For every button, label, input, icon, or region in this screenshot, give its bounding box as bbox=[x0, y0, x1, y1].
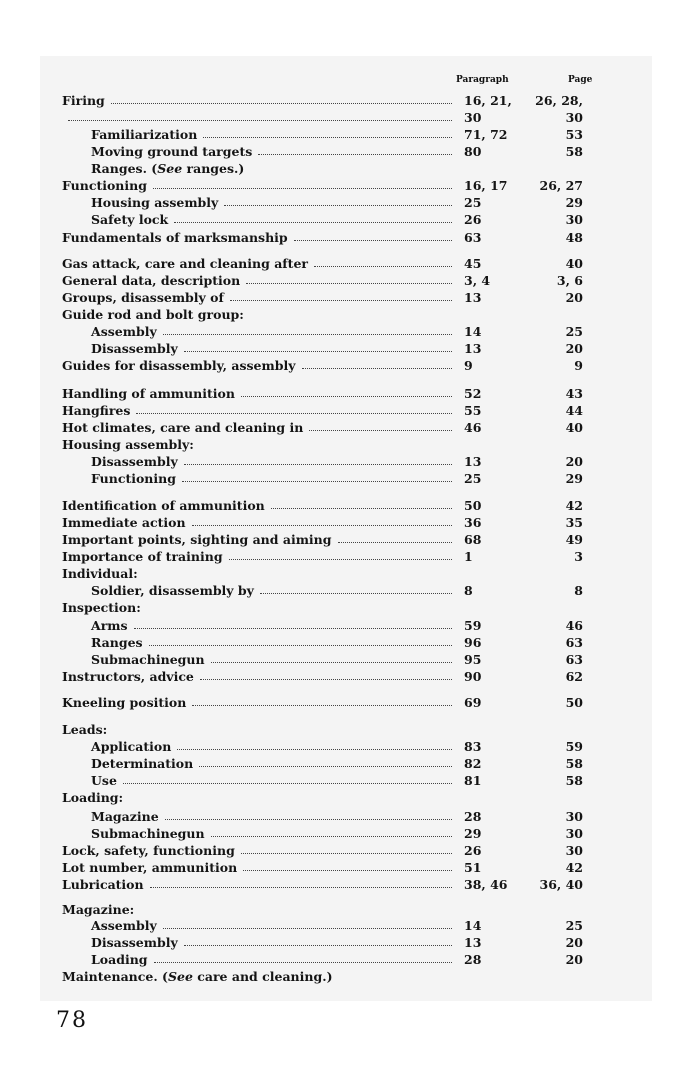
entry-label: Kneeling position bbox=[62, 695, 187, 710]
dot-leader bbox=[134, 628, 452, 629]
entry-label: Assembly bbox=[91, 324, 157, 339]
entry-label: Familiarization bbox=[91, 127, 198, 142]
paragraph-ref: 28 bbox=[464, 952, 482, 967]
dot-leader bbox=[309, 430, 452, 431]
page-ref: 30 bbox=[565, 212, 583, 227]
entry-label: Gas attack, care and cleaning after bbox=[62, 256, 308, 271]
index-entry bbox=[0, 738, 677, 755]
index-entry bbox=[0, 177, 677, 194]
paragraph-ref: 83 bbox=[464, 739, 482, 754]
paragraph-ref: 29 bbox=[464, 826, 482, 841]
entry-label: Identification of ammunition bbox=[62, 498, 265, 513]
index-entry bbox=[0, 497, 677, 514]
index-entry bbox=[0, 323, 677, 340]
dot-leader bbox=[182, 481, 452, 482]
page-ref: 59 bbox=[565, 739, 583, 754]
dot-leader bbox=[163, 334, 452, 335]
index-entry bbox=[0, 340, 677, 357]
paragraph-ref: 36 bbox=[464, 515, 482, 530]
paragraph-ref: 14 bbox=[464, 324, 482, 339]
page-ref: 3 bbox=[574, 549, 583, 564]
entry-label: Lock, safety, functioning bbox=[62, 843, 235, 858]
entry-label: Safety lock bbox=[91, 212, 169, 227]
entry-label: Groups, disassembly of bbox=[62, 290, 224, 305]
page-ref: 25 bbox=[565, 918, 583, 933]
entry-label: Ranges bbox=[91, 635, 143, 650]
page-ref: 62 bbox=[565, 669, 583, 684]
index-entry bbox=[0, 229, 677, 246]
paragraph-ref: 50 bbox=[464, 498, 482, 513]
page-ref: 40 bbox=[565, 256, 583, 271]
entry-label: Firing bbox=[62, 93, 105, 108]
index-entry bbox=[0, 211, 677, 228]
entry-label: Magazine bbox=[91, 809, 159, 824]
paragraph-ref: 68 bbox=[464, 532, 482, 547]
index-entry bbox=[0, 419, 677, 436]
entry-label: Functioning bbox=[91, 471, 176, 486]
index-entry bbox=[0, 582, 677, 599]
index-entry bbox=[0, 436, 677, 453]
page-ref: 63 bbox=[565, 635, 583, 650]
index-entry bbox=[0, 194, 677, 211]
index-entry bbox=[0, 109, 677, 126]
paragraph-ref: 26 bbox=[464, 212, 482, 227]
page-ref: 58 bbox=[565, 756, 583, 771]
entry-label: Handling of ammunition bbox=[62, 386, 235, 401]
dot-leader bbox=[200, 679, 452, 680]
index-entry bbox=[0, 951, 677, 968]
index-entry bbox=[0, 772, 677, 789]
entry-label: Arms bbox=[91, 618, 128, 633]
index-entry bbox=[0, 357, 677, 374]
index-entry bbox=[0, 255, 677, 272]
paragraph-ref: 3, 4 bbox=[464, 273, 491, 288]
entry-label: Loading: bbox=[62, 790, 124, 805]
paragraph-ref: 71, 72 bbox=[464, 127, 508, 142]
page-ref: 26, 27 bbox=[539, 178, 583, 193]
entry-label: Guide rod and bolt group: bbox=[62, 307, 244, 322]
entry-label: Submachinegun bbox=[91, 826, 205, 841]
page-ref: 58 bbox=[565, 773, 583, 788]
page-ref: 8 bbox=[574, 583, 583, 598]
dot-leader bbox=[184, 945, 452, 946]
paragraph-ref: 30 bbox=[464, 110, 482, 125]
dot-leader bbox=[192, 705, 452, 706]
index-entry bbox=[0, 143, 677, 160]
dot-leader bbox=[246, 283, 452, 284]
page-ref: 29 bbox=[565, 195, 583, 210]
dot-leader bbox=[154, 962, 452, 963]
dot-leader bbox=[123, 783, 452, 784]
page-ref: 20 bbox=[565, 935, 583, 950]
dot-leader bbox=[243, 870, 452, 871]
entry-label: Housing assembly bbox=[91, 195, 219, 210]
page-ref: 40 bbox=[565, 420, 583, 435]
paragraph-ref: 46 bbox=[464, 420, 482, 435]
paragraph-column-header: Paragraph bbox=[456, 75, 509, 85]
entry-label: General data, description bbox=[62, 273, 241, 288]
dot-leader bbox=[241, 396, 452, 397]
dot-leader bbox=[294, 240, 452, 241]
dot-leader bbox=[111, 103, 452, 104]
paragraph-ref: 63 bbox=[464, 230, 482, 245]
page-ref: 30 bbox=[565, 110, 583, 125]
dot-leader bbox=[199, 766, 452, 767]
entry-label: Immediate action bbox=[62, 515, 186, 530]
entry-label: Lubrication bbox=[62, 877, 144, 892]
page-ref: 53 bbox=[565, 127, 583, 142]
dot-leader bbox=[174, 222, 452, 223]
entry-label: Important points, sighting and aiming bbox=[62, 532, 332, 547]
page-ref: 20 bbox=[565, 290, 583, 305]
entry-label: Importance of training bbox=[62, 549, 223, 564]
index-entry bbox=[0, 876, 677, 893]
page-ref: 50 bbox=[565, 695, 583, 710]
dot-leader bbox=[177, 749, 452, 750]
entry-label: Hangfires bbox=[62, 403, 131, 418]
page-ref: 9 bbox=[574, 358, 583, 373]
dot-leader bbox=[153, 188, 452, 189]
page-ref: 3, 6 bbox=[556, 273, 583, 288]
dot-leader bbox=[68, 120, 452, 121]
dot-leader bbox=[203, 137, 452, 138]
paragraph-ref: 52 bbox=[464, 386, 482, 401]
dot-leader bbox=[165, 819, 452, 820]
index-entry bbox=[0, 934, 677, 951]
entry-label: Use bbox=[91, 773, 117, 788]
entry-label: Functioning bbox=[62, 178, 147, 193]
index-entry bbox=[0, 917, 677, 934]
paragraph-ref: 13 bbox=[464, 935, 482, 950]
entry-label: Soldier, disassembly by bbox=[91, 583, 254, 598]
paragraph-ref: 38, 46 bbox=[464, 877, 508, 892]
page-ref: 43 bbox=[565, 386, 583, 401]
paragraph-ref: 16, 17 bbox=[464, 178, 508, 193]
page-ref: 20 bbox=[565, 454, 583, 469]
dot-leader bbox=[271, 508, 452, 509]
page-ref: 48 bbox=[565, 230, 583, 245]
index-entry bbox=[0, 402, 677, 419]
index-entry bbox=[0, 668, 677, 685]
paragraph-ref: 13 bbox=[464, 454, 482, 469]
entry-label: Assembly bbox=[91, 918, 157, 933]
index-entry bbox=[0, 694, 677, 711]
index-entry bbox=[0, 651, 677, 668]
index-entry bbox=[0, 565, 677, 582]
index-entry bbox=[0, 617, 677, 634]
index-entry bbox=[0, 842, 677, 859]
index-entry bbox=[0, 599, 677, 616]
page-ref: 26, 28, bbox=[535, 93, 583, 108]
index-entry bbox=[0, 453, 677, 470]
dot-leader bbox=[314, 266, 452, 267]
entry-label: Disassembly bbox=[91, 454, 178, 469]
index-entry bbox=[0, 808, 677, 825]
page-column-header: Page bbox=[568, 75, 593, 85]
paragraph-ref: 69 bbox=[464, 695, 482, 710]
index-entry bbox=[0, 755, 677, 772]
paragraph-ref: 9 bbox=[464, 358, 473, 373]
dot-leader bbox=[241, 853, 452, 854]
entry-label: Maintenance. (See care and cleaning.) bbox=[62, 969, 333, 984]
page-ref: 20 bbox=[565, 341, 583, 356]
paragraph-ref: 90 bbox=[464, 669, 482, 684]
page-ref: 30 bbox=[565, 826, 583, 841]
page-ref: 49 bbox=[565, 532, 583, 547]
entry-label: Guides for disassembly, assembly bbox=[62, 358, 296, 373]
dot-leader bbox=[211, 836, 452, 837]
index-entry bbox=[0, 385, 677, 402]
dot-leader bbox=[302, 368, 452, 369]
entry-label: Housing assembly: bbox=[62, 437, 194, 452]
index-entry bbox=[0, 92, 677, 109]
entry-label: Loading bbox=[91, 952, 148, 967]
paragraph-ref: 14 bbox=[464, 918, 482, 933]
index-entry bbox=[0, 514, 677, 531]
index-entry bbox=[0, 901, 677, 918]
page-ref: 42 bbox=[565, 498, 583, 513]
dot-leader bbox=[260, 593, 452, 594]
paragraph-ref: 96 bbox=[464, 635, 482, 650]
paragraph-ref: 26 bbox=[464, 843, 482, 858]
page-ref: 25 bbox=[565, 324, 583, 339]
entry-label: Instructors, advice bbox=[62, 669, 194, 684]
index-entry bbox=[0, 470, 677, 487]
paragraph-ref: 80 bbox=[464, 144, 482, 159]
dot-leader bbox=[338, 542, 452, 543]
page-ref: 20 bbox=[565, 952, 583, 967]
entry-label: Disassembly bbox=[91, 341, 178, 356]
dot-leader bbox=[184, 351, 452, 352]
entry-label: Leads: bbox=[62, 722, 108, 737]
paragraph-ref: 45 bbox=[464, 256, 482, 271]
dot-leader bbox=[184, 464, 452, 465]
page-ref: 29 bbox=[565, 471, 583, 486]
page-number: 78 bbox=[56, 1008, 88, 1033]
entry-label: Inspection: bbox=[62, 600, 141, 615]
paragraph-ref: 25 bbox=[464, 195, 482, 210]
paragraph-ref: 25 bbox=[464, 471, 482, 486]
paragraph-ref: 81 bbox=[464, 773, 482, 788]
paragraph-ref: 8 bbox=[464, 583, 473, 598]
entry-label: Individual: bbox=[62, 566, 138, 581]
entry-label: Application bbox=[91, 739, 172, 754]
dot-leader bbox=[149, 645, 452, 646]
page-ref: 44 bbox=[565, 403, 583, 418]
index-entry bbox=[0, 968, 677, 985]
paragraph-ref: 16, 21, bbox=[464, 93, 512, 108]
index-entry bbox=[0, 306, 677, 323]
paragraph-ref: 82 bbox=[464, 756, 482, 771]
index-entry bbox=[0, 289, 677, 306]
page-ref: 35 bbox=[565, 515, 583, 530]
entry-label: Fundamentals of marksmanship bbox=[62, 230, 288, 245]
index-entry bbox=[0, 548, 677, 565]
dot-leader bbox=[163, 928, 452, 929]
entry-label: Ranges. (See ranges.) bbox=[91, 161, 245, 176]
index-entry bbox=[0, 272, 677, 289]
index-entry bbox=[0, 160, 677, 177]
dot-leader bbox=[136, 413, 452, 414]
page-ref: 46 bbox=[565, 618, 583, 633]
paragraph-ref: 1 bbox=[464, 549, 473, 564]
entry-label: Lot number, ammunition bbox=[62, 860, 238, 875]
dot-leader bbox=[211, 662, 452, 663]
dot-leader bbox=[230, 300, 452, 301]
index-entry bbox=[0, 789, 677, 806]
entry-label: Submachinegun bbox=[91, 652, 205, 667]
paragraph-ref: 13 bbox=[464, 341, 482, 356]
dot-leader bbox=[224, 205, 452, 206]
index-entry bbox=[0, 531, 677, 548]
entry-label: Magazine: bbox=[62, 902, 135, 917]
dot-leader bbox=[150, 887, 452, 888]
index-entry bbox=[0, 859, 677, 876]
entry-label: Disassembly bbox=[91, 935, 178, 950]
page-ref: 30 bbox=[565, 809, 583, 824]
page-ref: 63 bbox=[565, 652, 583, 667]
index-entry bbox=[0, 825, 677, 842]
paragraph-ref: 55 bbox=[464, 403, 482, 418]
paragraph-ref: 95 bbox=[464, 652, 482, 667]
entry-label: Moving ground targets bbox=[91, 144, 253, 159]
paragraph-ref: 51 bbox=[464, 860, 482, 875]
dot-leader bbox=[229, 559, 452, 560]
paragraph-ref: 28 bbox=[464, 809, 482, 824]
index-entry bbox=[0, 634, 677, 651]
index-entry bbox=[0, 721, 677, 738]
paragraph-ref: 59 bbox=[464, 618, 482, 633]
page-ref: 36, 40 bbox=[539, 877, 583, 892]
index-entry bbox=[0, 126, 677, 143]
dot-leader bbox=[192, 525, 452, 526]
page-ref: 58 bbox=[565, 144, 583, 159]
dot-leader bbox=[258, 154, 452, 155]
entry-label: Determination bbox=[91, 756, 194, 771]
entry-label: Hot climates, care and cleaning in bbox=[62, 420, 304, 435]
paragraph-ref: 13 bbox=[464, 290, 482, 305]
page-ref: 30 bbox=[565, 843, 583, 858]
page-ref: 42 bbox=[565, 860, 583, 875]
